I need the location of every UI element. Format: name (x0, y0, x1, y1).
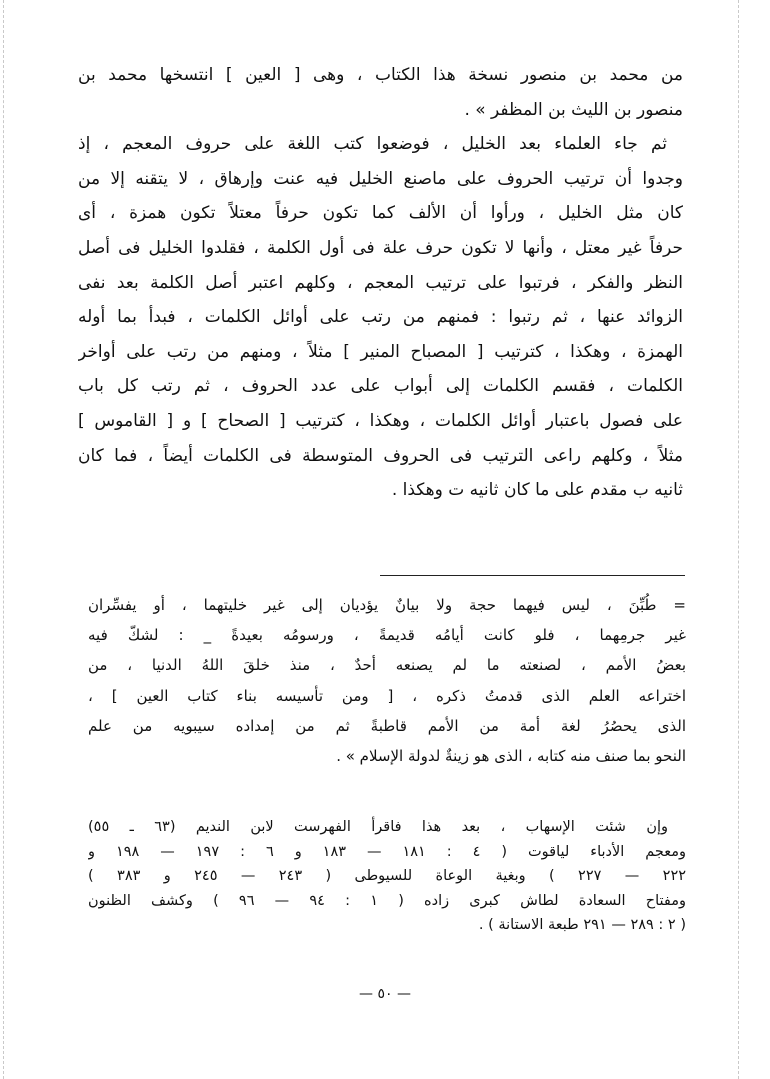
right-margin-dots (738, 0, 739, 1079)
left-margin-dots (3, 0, 4, 1079)
body-line: على فصول باعتبار أوائل الكلمات ، وهكذا ، كترتيب [ الصحاح ] و [ القاموس ] (78, 410, 683, 431)
body-line: النظر والفكر ، فرتبوا على ترتيب المعجم ، وكلهم اعتبر أصل الكلمة بعد نفى (78, 272, 683, 293)
footnote-line: الذى يحصُرُ لغة أمة من الأمم قاطبةً ثم من إمداده سيبويه من علم (88, 716, 686, 735)
body-line: حرفاً غير معتل ، وأنها لا تكون حرف علة فى أول الكلمة ، فقلدوا الخليل فى أصل (78, 237, 683, 258)
footnote-text (88, 590, 686, 771)
footnote-line: غير جرمِهما ، فلو كانت أيامُه قديمةً ، ورسومُه بعيدةً _ : لشكّ فيه (88, 626, 686, 645)
body-line: وجدوا أن ترتيب الحروف على ماصنع الخليل فيه عنت وإرهاق ، لا يتقنه إلا من (78, 168, 683, 189)
footnote-line: اختراعه العلم الذى قدمتُ ذكره ، [ ومن تأسيسه بناء كتاب العين ] ، (88, 686, 686, 705)
reference-line: ومفتاح السعادة لطاش كبرى زاده ( ١ : ٩٤ — ٩٦ ) وكشف الظنون (88, 892, 686, 909)
main-body-text (78, 58, 683, 508)
reference-line: ( ٢ : ٢٨٩ — ٢٩١ طبعة الاستانة ) . (478, 917, 686, 934)
references-block (88, 815, 686, 938)
reference-line: ٢٢٢ — ٢٢٧ ) وبغية الوعاة للسيوطى ( ٢٤٣ — ٢٤٥ و ٣٨٣ ) (88, 868, 686, 885)
page-number: — ٥٠ — (359, 986, 411, 1002)
body-line: الكلمات ، فقسم الكلمات إلى أبواب على عدد الحروف ، ثم رتب كل باب (78, 376, 683, 397)
body-line: مثلاً ، وكلهم راعى الترتيب فى الحروف المتوسطة فى الكلمات أيضاً ، فما كان (78, 445, 683, 466)
body-line: ثم جاء العلماء بعد الخليل ، فوضعوا كتب اللغة على حروف المعجم ، إذ (78, 134, 667, 155)
body-line: الزوائد عنها ، ثم رتبوا : فمنهم من رتب على أوائل الكلمات ، فبدأ بما أوله (78, 307, 683, 328)
footnote-separator (380, 575, 685, 576)
body-line: كان مثل الخليل ، ورأوا أن الألف كما تكون حرفاً معتلاً تكون همزة ، أى (78, 203, 683, 224)
reference-line: وإن شئت الإسهاب ، بعد هذا فاقرأ الفهرست لابن النديم (٦٣ ـ ٥٥) (88, 819, 669, 835)
body-line: الهمزة ، وهكذا ، كترتيب [ المصباح المنير ] مثلاً ، ومنهم من رتب على أواخر (78, 341, 683, 362)
body-line: منصور بن الليث بن المظفر » . (464, 99, 683, 120)
body-line: من محمد بن منصور نسخة هذا الكتاب ، وهى [ العين ] انتسخها محمد بن (78, 65, 683, 85)
reference-line: ومعجم الأدباء لياقوت ( ٤ : ١٨١ — ١٨٣ و ٦ : ١٩٧ — ١٩٨ و (88, 843, 686, 860)
footnote-line: بعضُ الأمم ، لصنعته ما لم يصنعه أحدٌ ، منذ خلقَ اللهُ الدنيا ، من (88, 656, 686, 675)
body-line: ثانيه ب مقدم على ما كان ثانيه ت وهكذا . (391, 480, 683, 501)
footnote-line: = طُبِّنَ ، ليس فيهما حجة ولا بيانٌ يؤديان إلى غير خليتهما ، أو يفسِّران (88, 596, 686, 614)
footnote-line: النحو بما صنف منه كتابه ، الذى هو زينةٌ لدولة الإسلام » . (336, 746, 686, 765)
